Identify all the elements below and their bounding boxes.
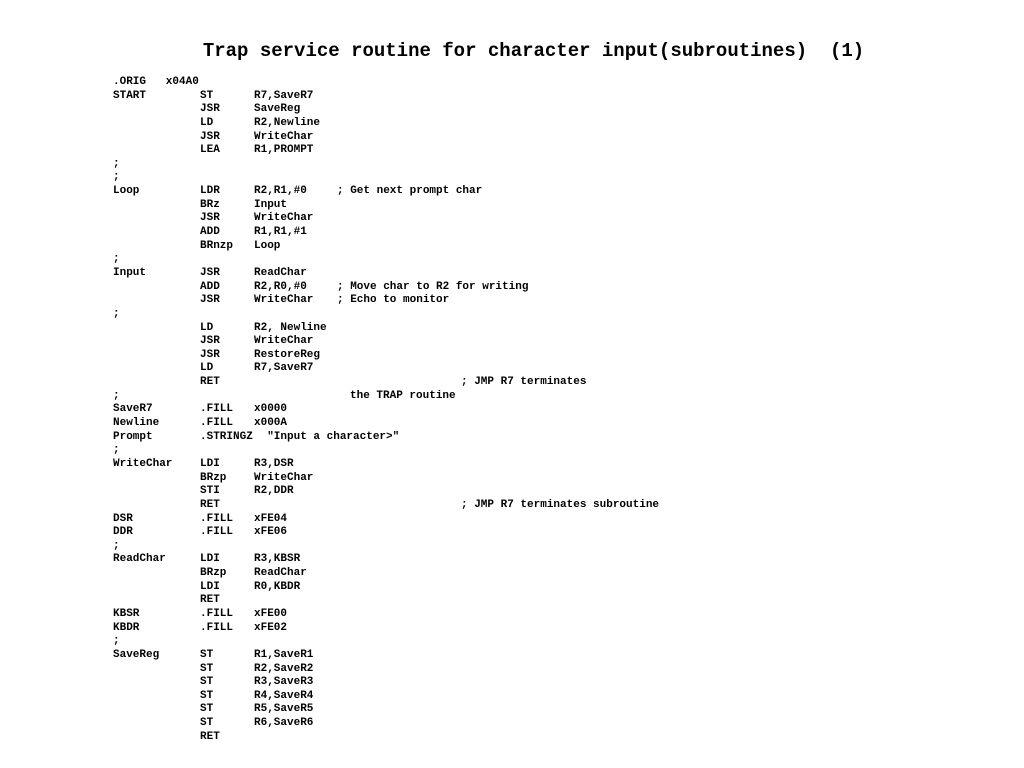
code-operand: xFE02	[254, 621, 288, 634]
code-opcode: LDI	[200, 580, 220, 593]
code-label: SaveReg	[113, 648, 160, 661]
code-label: Loop	[113, 185, 140, 198]
code-label: Prompt	[113, 430, 153, 443]
code-opcode: LDI	[200, 457, 220, 470]
code-comment: ; Echo to monitor	[337, 294, 450, 307]
code-operand: R2,R1,#0	[254, 185, 307, 198]
code-label: ;	[113, 635, 120, 648]
code-opcode: RET	[200, 730, 220, 743]
code-operand: WriteChar	[254, 130, 314, 143]
code-comment: ; Move char to R2 for writing	[337, 280, 529, 293]
code-operand: R2,Newline	[254, 116, 321, 129]
code-label: START	[113, 89, 147, 102]
code-operand: R6,SaveR6	[254, 717, 314, 730]
code-opcode: .FILL	[200, 526, 234, 539]
code-operand: SaveReg	[254, 103, 301, 116]
code-opcode: JSR	[200, 348, 220, 361]
code-opcode: ST	[200, 648, 214, 661]
code-operand: xFE04	[254, 512, 288, 525]
code-label: Newline	[113, 417, 160, 430]
code-opcode: JSR	[200, 294, 220, 307]
code-label: ;	[113, 253, 120, 266]
code-label: ReadChar	[113, 553, 166, 566]
code-operand: WriteChar	[254, 294, 314, 307]
code-operand: R2,DDR	[254, 485, 294, 498]
code-label: Input	[113, 266, 147, 279]
code-opcode: STI	[200, 485, 220, 498]
code-label: WriteChar	[113, 457, 173, 470]
code-opcode: JSR	[200, 130, 220, 143]
code-opcode: BRzp	[200, 567, 227, 580]
code-operand: xFE00	[254, 607, 288, 620]
code-opcode: .FILL	[200, 607, 234, 620]
code-label: DSR	[113, 512, 133, 525]
code-operand: R5,SaveR5	[254, 703, 314, 716]
code-operand: xFE06	[254, 526, 288, 539]
code-opcode: LD	[200, 362, 214, 375]
code-operand: "Input a character>"	[254, 430, 400, 443]
code-opcode: BRnzp	[200, 239, 234, 252]
code-opcode: ST	[200, 717, 214, 730]
code-opcode: JSR	[200, 103, 220, 116]
code-label: ;	[113, 444, 120, 457]
code-opcode: BRz	[200, 198, 220, 211]
code-operand: R3,DSR	[254, 457, 294, 470]
code-label: ;	[113, 307, 120, 320]
code-operand: ReadChar	[254, 567, 307, 580]
slide-title: Trap service routine for character input(subroutines) (1)	[202, 40, 865, 62]
code-operand: R7,SaveR7	[254, 362, 314, 375]
code-operand: R2,SaveR2	[254, 662, 314, 675]
code-opcode: ST	[200, 89, 214, 102]
code-operand: ReadChar	[254, 266, 307, 279]
code-opcode: RET	[200, 594, 220, 607]
code-label: KBDR	[113, 621, 140, 634]
code-opcode: JSR	[200, 212, 220, 225]
code-operand: R1,SaveR1	[254, 648, 314, 661]
code-operand: Loop	[254, 239, 281, 252]
code-opcode: .FILL	[200, 403, 234, 416]
code-label: DDR	[113, 526, 133, 539]
code-operand: R0,KBDR	[254, 580, 301, 593]
code-opcode: LD	[200, 321, 214, 334]
code-operand: R2,R0,#0	[254, 280, 307, 293]
code-operand: x000A	[254, 417, 288, 430]
code-operand: R1,R1,#1	[254, 226, 307, 239]
code-label: KBSR	[113, 607, 140, 620]
code-operand: R7,SaveR7	[254, 89, 314, 102]
code-opcode: .STRINGZ	[200, 430, 253, 443]
code-label: ;	[113, 539, 120, 552]
code-operand: RestoreReg	[254, 348, 321, 361]
code-operand: x0000	[254, 403, 288, 416]
code-opcode: LDR	[200, 185, 220, 198]
code-opcode: LEA	[200, 144, 220, 157]
code-opcode: ADD	[200, 226, 220, 239]
code-operand: Input	[254, 198, 288, 211]
code-label: ;	[113, 389, 120, 402]
code-opcode: ST	[200, 703, 214, 716]
code-operand: R3,KBSR	[254, 553, 301, 566]
code-opcode: RET	[200, 376, 220, 389]
code-opcode: .FILL	[200, 417, 234, 430]
code-operand: WriteChar	[254, 212, 314, 225]
code-opcode: .FILL	[200, 512, 234, 525]
code-operand: R4,SaveR4	[254, 689, 314, 702]
code-opcode: .FILL	[200, 621, 234, 634]
code-comment-continuation: the TRAP routine	[350, 389, 456, 402]
code-opcode: BRzp	[200, 471, 227, 484]
code-label: SaveR7	[113, 403, 153, 416]
code-opcode: JSR	[200, 335, 220, 348]
code-opcode: ST	[200, 689, 214, 702]
code-comment: ; JMP R7 terminates	[461, 376, 587, 389]
code-operand: WriteChar	[254, 335, 314, 348]
code-operand: R3,SaveR3	[254, 676, 314, 689]
code-operand: WriteChar	[254, 471, 314, 484]
code-opcode: JSR	[200, 266, 220, 279]
code-opcode: LD	[200, 116, 214, 129]
code-opcode: ST	[200, 662, 214, 675]
code-operand: R2, Newline	[254, 321, 327, 334]
code-label: .ORIG x04A0	[113, 76, 199, 88]
code-label: ;	[113, 171, 120, 184]
code-opcode: ST	[200, 676, 214, 689]
code-opcode: ADD	[200, 280, 220, 293]
code-comment: ; Get next prompt char	[337, 185, 483, 198]
code-comment: ; JMP R7 terminates subroutine	[461, 498, 660, 511]
code-operand: R1,PROMPT	[254, 144, 314, 157]
code-label: ;	[113, 157, 120, 170]
code-opcode: LDI	[200, 553, 220, 566]
code-opcode: RET	[200, 498, 220, 511]
